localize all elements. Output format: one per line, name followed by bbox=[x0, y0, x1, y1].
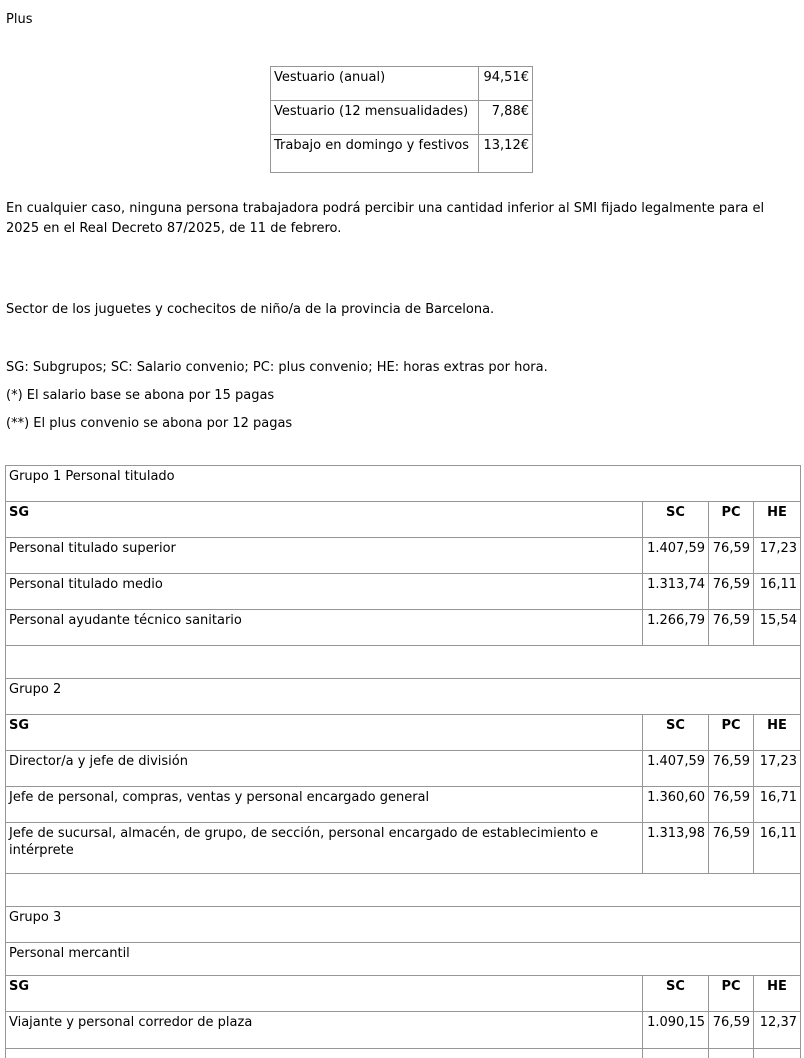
paragraph-legend: SG: Subgrupos; SC: Salario convenio; PC: plus convenio; HE: horas extras por hora. bbox=[6, 360, 548, 375]
col-header-pc: PC bbox=[709, 976, 754, 1012]
subgroup-cell bbox=[6, 1049, 643, 1058]
plus-table bbox=[270, 66, 533, 173]
plus-value-cell: 94,51€ bbox=[479, 67, 533, 101]
salary-row bbox=[6, 538, 801, 574]
spacer-cell bbox=[6, 874, 801, 907]
pc-value-cell: 76,59 bbox=[709, 787, 754, 823]
column-header-row bbox=[6, 976, 801, 1012]
note-plus-convenio: (**) El plus convenio se abona por 12 pagas bbox=[6, 416, 293, 431]
col-header-he: HE bbox=[754, 976, 801, 1012]
salary-row bbox=[6, 823, 801, 874]
sc-value-cell: 1.360,60 bbox=[643, 787, 709, 823]
subgroup-cell: Director/a y jefe de división bbox=[6, 751, 643, 787]
salary-row bbox=[6, 1012, 801, 1049]
sc-value-cell: 1.313,74 bbox=[643, 574, 709, 610]
group-title-row bbox=[6, 907, 801, 943]
subgroup-cell: Personal ayudante técnico sanitario bbox=[6, 610, 643, 646]
col-header-sg: SG bbox=[6, 715, 643, 751]
sc-value-cell: 1.407,59 bbox=[643, 751, 709, 787]
pc-value-cell: 76,59 bbox=[709, 823, 754, 874]
salary-row bbox=[6, 610, 801, 646]
salary-row-partial bbox=[6, 1049, 801, 1058]
salary-row bbox=[6, 787, 801, 823]
group-subtitle: Personal mercantil bbox=[6, 943, 801, 976]
he-value-cell: 12,37 bbox=[754, 1012, 801, 1049]
plus-heading: Plus bbox=[6, 12, 33, 27]
col-header-sg: SG bbox=[6, 976, 643, 1012]
sc-value-cell: 1.266,79 bbox=[643, 610, 709, 646]
plus-table-row bbox=[271, 135, 533, 173]
col-header-pc: PC bbox=[709, 502, 754, 538]
pc-value-cell: 76,59 bbox=[709, 574, 754, 610]
salary-table bbox=[5, 465, 801, 1058]
plus-value-cell: 7,88€ bbox=[479, 101, 533, 135]
group-title: Grupo 1 Personal titulado bbox=[6, 466, 801, 502]
column-header-row bbox=[6, 715, 801, 751]
group-subtitle-row bbox=[6, 943, 801, 976]
sc-value-cell: 1.407,59 bbox=[643, 538, 709, 574]
subgroup-cell: Jefe de personal, compras, ventas y personal encargado general bbox=[6, 787, 643, 823]
he-value-cell: 15,54 bbox=[754, 610, 801, 646]
sc-value-cell: 1.090,15 bbox=[643, 1012, 709, 1049]
spacer-cell bbox=[6, 646, 801, 679]
col-header-sc: SC bbox=[643, 715, 709, 751]
he-value-cell: 17,23 bbox=[754, 751, 801, 787]
col-header-he: HE bbox=[754, 715, 801, 751]
plus-table-row bbox=[271, 67, 533, 101]
pc-value-cell: 76,59 bbox=[709, 610, 754, 646]
plus-label-cell: Vestuario (anual) bbox=[271, 67, 479, 101]
note-salario-base: (*) El salario base se abona por 15 pagas bbox=[6, 388, 275, 403]
he-value-cell: 16,11 bbox=[754, 574, 801, 610]
col-header-sc: SC bbox=[643, 502, 709, 538]
he-value-cell bbox=[754, 1049, 801, 1058]
he-value-cell: 17,23 bbox=[754, 538, 801, 574]
plus-value-cell: 13,12€ bbox=[479, 135, 533, 173]
group-title: Grupo 3 bbox=[6, 907, 801, 943]
group-title-row bbox=[6, 466, 801, 502]
paragraph-smi: En cualquier caso, ninguna persona trabajadora podrá percibir una cantidad inferior al SMI fijado legalmente para el 2025 en el Real Decreto 87/2025, de 11 de febrero. bbox=[6, 201, 765, 236]
pc-value-cell bbox=[709, 1049, 754, 1058]
subgroup-cell: Personal titulado medio bbox=[6, 574, 643, 610]
he-value-cell: 16,71 bbox=[754, 787, 801, 823]
plus-label-cell: Vestuario (12 mensualidades) bbox=[271, 101, 479, 135]
column-header-row bbox=[6, 502, 801, 538]
col-header-pc: PC bbox=[709, 715, 754, 751]
paragraph-sector: Sector de los juguetes y cochecitos de niño/a de la provincia de Barcelona. bbox=[6, 302, 495, 317]
he-value-cell: 16,11 bbox=[754, 823, 801, 874]
col-header-sg: SG bbox=[6, 502, 643, 538]
salary-row bbox=[6, 574, 801, 610]
group-title: Grupo 2 bbox=[6, 679, 801, 715]
subgroup-cell: Jefe de sucursal, almacén, de grupo, de sección, personal encargado de establecimiento e intérprete bbox=[6, 823, 643, 874]
subgroup-cell: Viajante y personal corredor de plaza bbox=[6, 1012, 643, 1049]
spacer-row bbox=[6, 646, 801, 679]
subgroup-cell: Personal titulado superior bbox=[6, 538, 643, 574]
col-header-sc: SC bbox=[643, 976, 709, 1012]
pc-value-cell: 76,59 bbox=[709, 538, 754, 574]
sc-value-cell bbox=[643, 1049, 709, 1058]
pc-value-cell: 76,59 bbox=[709, 751, 754, 787]
salary-row bbox=[6, 751, 801, 787]
col-header-he: HE bbox=[754, 502, 801, 538]
plus-label-cell: Trabajo en domingo y festivos bbox=[271, 135, 479, 173]
plus-table-row bbox=[271, 101, 533, 135]
pc-value-cell: 76,59 bbox=[709, 1012, 754, 1049]
group-title-row bbox=[6, 679, 801, 715]
sc-value-cell: 1.313,98 bbox=[643, 823, 709, 874]
spacer-row bbox=[6, 874, 801, 907]
